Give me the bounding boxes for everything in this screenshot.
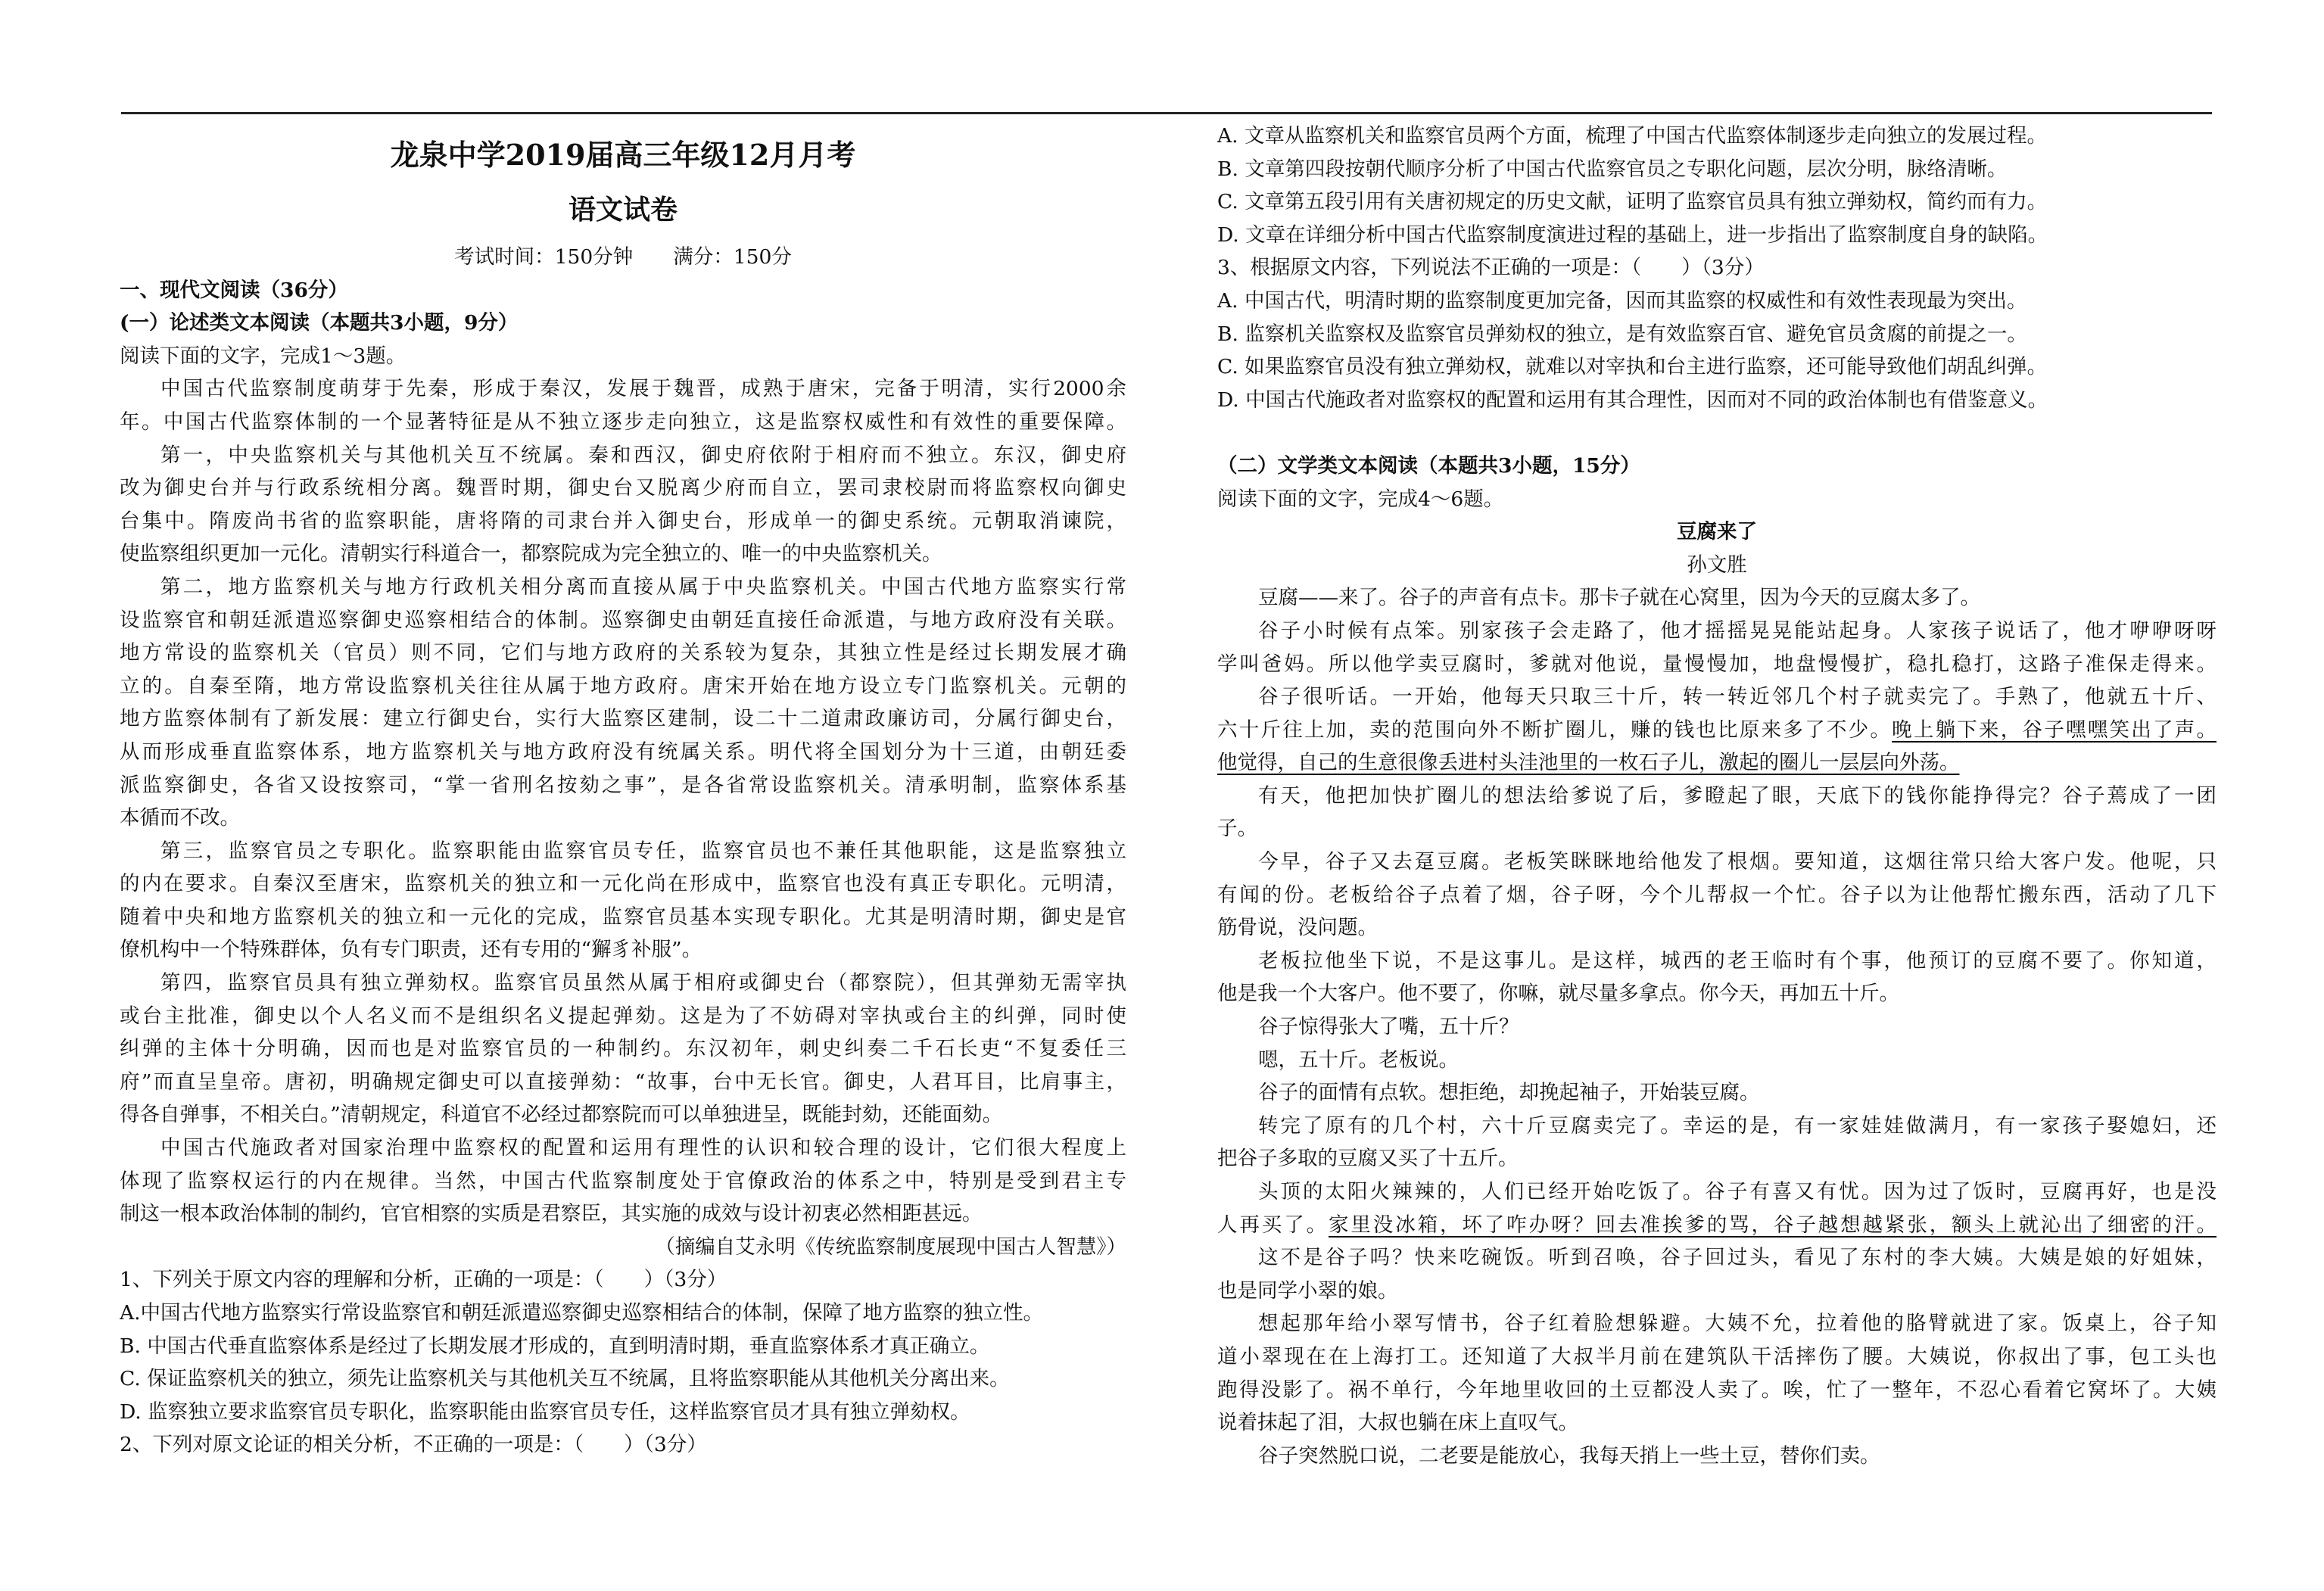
left-line: 使监察组织更加一元化。清朝实行科道合一，都察院成为完全独立的、唯一的中央监察机关。 xyxy=(120,542,942,566)
top-rule xyxy=(121,112,2212,114)
subject-title: 语文试卷 xyxy=(568,194,678,226)
right-line: 他是我一个大客户。他不要了，你嘛，就尽量多拿点。你今天，再加五十斤。 xyxy=(1217,982,1899,1006)
right-line: （二）文学类文本阅读（本题共3小题，15分） xyxy=(1217,453,1640,478)
right-line: 学叫爸妈。所以他学卖豆腐时，爹就对他说，量慢慢加，地盘慢慢扩，稳扎稳打，这路子准保走得来。 xyxy=(1217,652,2217,676)
right-line: 谷子的面情有点软。想拒绝，却挽起袖子，开始装豆腐。 xyxy=(1258,1081,1760,1105)
left-line: 立的。自秦至隋，地方常设监察机关往往从属于地方政府。唐宋开始在地方设立专门监察机关。元朝的 xyxy=(120,674,1126,698)
left-line: 中国古代施政者对国家治理中监察权的配置和运用有理性的认识和较合理的设计，它们很大程度上 xyxy=(160,1136,1126,1160)
left-line: 台集中。隋废尚书省的监察职能，唐将隋的司隶台并入御史台，形成单一的御史系统。元朝取消谏院， xyxy=(120,509,1126,533)
right-line: C. 如果监察官员没有独立弹劾权，就难以对宰执和台主进行监察，还可能导致他们胡乱纠弹。 xyxy=(1217,355,2048,379)
right-line: 今早，谷子又去趸豆腐。老板笑眯眯地给他发了根烟。要知道，这烟往常只给大客户发。他呢，只 xyxy=(1258,850,2217,874)
underlined-sentence: 家里没冰箱，坏了咋办呀？回去准挨爹的骂，谷子越想越紧张，额头上就沁出了细密的汗。 xyxy=(1329,1213,2217,1237)
left-line: (一）论述类文本阅读（本题共3小题，9分） xyxy=(120,311,519,335)
right-line: C. 文章第五段引用有关唐初规定的历史文献，证明了监察官员具有独立弹劾权，简约而有力。 xyxy=(1217,190,2048,214)
story-text: 人再买了。 xyxy=(1217,1213,1329,1237)
right-line xyxy=(1217,416,2217,450)
right-line xyxy=(1217,746,2217,780)
right-line: 这不是谷子吗？快来吃碗饭。听到召唤，谷子回过头，看见了东村的李大姨。大姨是娘的好姐妹， xyxy=(1258,1246,2217,1270)
exam-title: 龙泉中学2019届高三年级12月月考 xyxy=(390,138,856,172)
right-line: 谷子小时候有点笨。别家孩子会走路了，他才摇摇晃晃能站起身。人家孩子说话了，他才咿咿呀呀 xyxy=(1258,618,2217,643)
left-line: 得各自弹事，不相关白。”清朝规定，科道官不必经过都察院而可以单独进呈，既能封劾，还能面劾。 xyxy=(120,1103,1003,1127)
right-line xyxy=(1217,714,2217,747)
exam-info: 考试时间：150分钟 满分：150分 xyxy=(454,245,792,269)
left-line: 本循而不改。 xyxy=(120,806,240,830)
left-column-text xyxy=(120,274,1126,1462)
right-line: 跑得没影了。祸不单行，今年地里收回的土豆都没人卖了。唉，忙了一整年，不忍心看着它窝坏了。大姨 xyxy=(1217,1378,2217,1402)
right-line: 筋骨说，没问题。 xyxy=(1217,916,1378,940)
right-column xyxy=(1217,120,2217,1472)
left-line: 府”而直呈皇帝。唐初，明确规定御史可以直接弹劾：“故事，台中无长官。御史，人君耳目，比肩事主， xyxy=(120,1069,1126,1094)
right-line: 头顶的太阳火辣辣的，人们已经开始吃饭了。谷子有喜又有忧。因为过了饭时，豆腐再好，也是没 xyxy=(1258,1180,2217,1203)
left-line: 的内在要求。自秦汉至唐宋，监察机关的独立和一元化尚在形成中，监察官也没有真正专职化。元明清， xyxy=(120,872,1126,896)
left-line: 地方常设的监察机关（官员）则不同，它们与地方政府的关系较为复杂，其独立性是经过长期发展才确 xyxy=(120,641,1126,665)
left-line: 第二，地方监察机关与地方行政机关相分离而直接从属于中央监察机关。中国古代地方监察实行常 xyxy=(160,574,1126,599)
right-line: 转完了原有的几个村，六十斤豆腐卖完了。幸运的是，有一家娃娃做满月，有一家孩子娶媳妇，还 xyxy=(1258,1113,2217,1138)
left-line: 随着中央和地方监察机关的独立和一元化的完成，监察官员基本实现专职化。尤其是明清时期，御史是官 xyxy=(120,904,1126,929)
right-line: 有闻的份。老板给谷子点着了烟，谷子呀，今个儿帮叔一个忙。谷子以为让他帮忙搬东西，活动了几下 xyxy=(1217,883,2217,907)
right-line: 谷子突然脱口说，二老要是能放心，我每天捎上一些土豆，替你们卖。 xyxy=(1258,1443,1880,1468)
story-text: 六十斤往上加，卖的范围向外不断扩圈儿，赚的钱也比原来多了不少。 xyxy=(1217,718,1893,742)
underlined-sentence: 晚上躺下来，谷子嘿嘿笑出了声。 xyxy=(1892,718,2217,742)
right-line: A. 文章从监察机关和监察官员两个方面，梳理了中国古代监察体制逐步走向独立的发展过程。 xyxy=(1217,124,2047,148)
left-line: 第三，监察官员之专职化。监察职能由监察官员专任，监察官员也不兼任其他职能，这是监察独立 xyxy=(160,839,1126,863)
left-line: 体现了监察权运行的内在规律。当然，中国古代监察制度处于官僚政治的体系之中，特别是受到君主专 xyxy=(120,1169,1126,1193)
left-line: 僚机构中一个特殊群体，负有专门职责，还有专用的“獬豸补服”。 xyxy=(120,938,702,962)
right-line: D. 文章在详细分析中国古代监察制度演进过程的基础上，进一步指出了监察制度自身的缺陷。 xyxy=(1217,223,2048,247)
right-line: 孙文胜 xyxy=(1687,553,1747,577)
left-line: 阅读下面的文字，完成1～3题。 xyxy=(120,344,407,368)
left-line: 派监察御史，各省又设按察司，“掌一省刑名按劾之事”，是各省常设监察机关。清承明制，监察体系基 xyxy=(120,773,1126,797)
left-line: 地方监察体制有了新发展：建立行御史台，实行大监察区建制，设二十二道肃政廉访司，分属行御史台， xyxy=(120,707,1126,731)
right-line: 谷子惊得张大了嘴，五十斤？ xyxy=(1258,1015,1519,1039)
right-column-text xyxy=(1217,120,2217,1472)
left-column xyxy=(120,120,1126,1462)
left-line: 第四，监察官员具有独立弹劾权。监察官员虽然从属于相府或御史台（都察院），但其弹劾无需宰执 xyxy=(160,971,1126,995)
left-line: 改为御史台并与行政系统相分离。魏晋时期，御史台又脱离少府而自立，罢司隶校尉而将监察权向御史 xyxy=(120,476,1126,500)
right-line: 说着抹起了泪，大叔也躺在床上直叹气。 xyxy=(1217,1411,1578,1435)
left-line: 中国古代监察制度萌芽于先秦，形成于秦汉，发展于魏晋，成熟于唐宋，完备于明清，实行2000余 xyxy=(160,377,1126,401)
left-line: A.中国古代地方监察实行常设监察官和朝廷派遣巡察御史巡察相结合的体制，保障了地方监察的独立性。 xyxy=(120,1301,1044,1325)
right-line: 老板拉他坐下说，不是这事儿。是这样，城西的老王临时有个事，他预订的豆腐不要了。你知道， xyxy=(1258,948,2217,973)
left-line: 或台主批准，御史以个人名义而不是组织名义提起弹劾。这是为了不妨碍对宰执或台主的纠弹，同时使 xyxy=(120,1004,1126,1028)
right-line: 豆腐来了 xyxy=(1677,520,1757,544)
left-line: 纠弹的主体十分明确，因而也是对监察官员的一种制约。东汉初年，刺史纠奏二千石长吏“不复委任三 xyxy=(120,1037,1126,1061)
left-line: 年。中国古代监察体制的一个显著特征是从不独立逐步走向独立，这是监察权威性和有效性的重要保障。 xyxy=(120,409,1126,434)
right-line: 道小翠现在在上海打工。还知道了大叔半月前在建筑队干活摔伤了腰。大姨说，你叔出了事，包工头也 xyxy=(1217,1344,2217,1368)
left-line: 1、下列关于原文内容的理解和分析，正确的一项是：（ ）（3分） xyxy=(120,1268,727,1292)
left-line: 一、现代文阅读（36分） xyxy=(120,278,348,302)
right-line: B. 监察机关监察权及监察官员弹劾权的独立，是有效监察百官、避免官员贪腐的前提之一。 xyxy=(1217,322,2027,346)
left-line: （摘编自艾永明《传统监察制度展现中国古人智慧》） xyxy=(655,1235,1126,1259)
right-line: 想起那年给小翠写情书，谷子红着脸想躲避。大姨不允，拉着他的胳臂就进了家。饭桌上，谷子知 xyxy=(1258,1312,2217,1336)
right-line xyxy=(1217,1209,2217,1242)
left-line: C. 保证监察机关的独立，须先让监察机关与其他机关互不统属，且将监察职能从其他机关分离出来。 xyxy=(120,1367,1010,1391)
right-line: 3、根据原文内容，下列说法不正确的一项是：（ ）（3分） xyxy=(1217,256,1765,280)
left-line: D. 监察独立要求监察官员专职化，监察职能由监察官员专任，这样监察官员才具有独立弹劾权。 xyxy=(120,1400,970,1424)
right-line: 子。 xyxy=(1217,817,1257,841)
left-line: 2、下列对原文论证的相关分析，不正确的一项是：（ ）（3分） xyxy=(120,1433,707,1457)
right-line: 也是同学小翠的娘。 xyxy=(1217,1278,1398,1303)
right-line: A. 中国古代，明清时期的监察制度更加完备，因而其监察的权威性和有效性表现最为突出。 xyxy=(1217,288,2027,313)
left-line: 从而形成垂直监察体系，地方监察机关与地方政府没有统属关系。明代将全国划分为十三道，由朝廷委 xyxy=(120,739,1126,764)
right-line: 豆腐——来了。谷子的声音有点卡。那卡子就在心窝里，因为今天的豆腐太多了。 xyxy=(1258,586,1980,610)
left-line: 第一，中央监察机关与其他机关互不统属。秦和西汉，御史府依附于相府而不独立。东汉，御史府 xyxy=(160,443,1126,467)
right-line: 嗯，五十斤。老板说。 xyxy=(1258,1048,1459,1072)
right-line: 有天，他把加快扩圈儿的想法给爹说了后，爹瞪起了眼，天底下的钱你能挣得完？谷子蔫成了一团 xyxy=(1258,783,2217,808)
right-line: D. 中国古代施政者对监察权的配置和运用有其合理性，因而对不同的政治体制也有借鉴意义。 xyxy=(1217,388,2048,412)
right-line: 谷子很听话。一开始，他每天只取三十斤，转一转近邻几个村子就卖完了。手熟了，他就五十斤、 xyxy=(1258,685,2217,709)
left-line: 制这一根本政治体制的制约，官官相察的实质是君察臣，其实施的成效与设计初衷必然相距甚远。 xyxy=(120,1202,983,1226)
left-line: B. 中国古代垂直监察体系是经过了长期发展才形成的，直到明清时期，垂直监察体系才真正确立。 xyxy=(120,1334,990,1358)
right-line: 阅读下面的文字，完成4～6题。 xyxy=(1217,487,1504,511)
right-line: 把谷子多取的豆腐又买了十五斤。 xyxy=(1217,1147,1519,1171)
right-line: B. 文章第四段按朝代顺序分析了中国古代监察官员之专职化问题，层次分明，脉络清晰。 xyxy=(1217,157,2008,181)
left-line: 设监察官和朝廷派遣巡察御史巡察相结合的体制。巡察御史由朝廷直接任命派遣，与地方政府没有关联。 xyxy=(120,608,1126,632)
underlined-sentence: 他觉得，自己的生意很像丢进村头洼池里的一枚石子儿，激起的圈儿一层层向外荡。 xyxy=(1217,751,1960,775)
